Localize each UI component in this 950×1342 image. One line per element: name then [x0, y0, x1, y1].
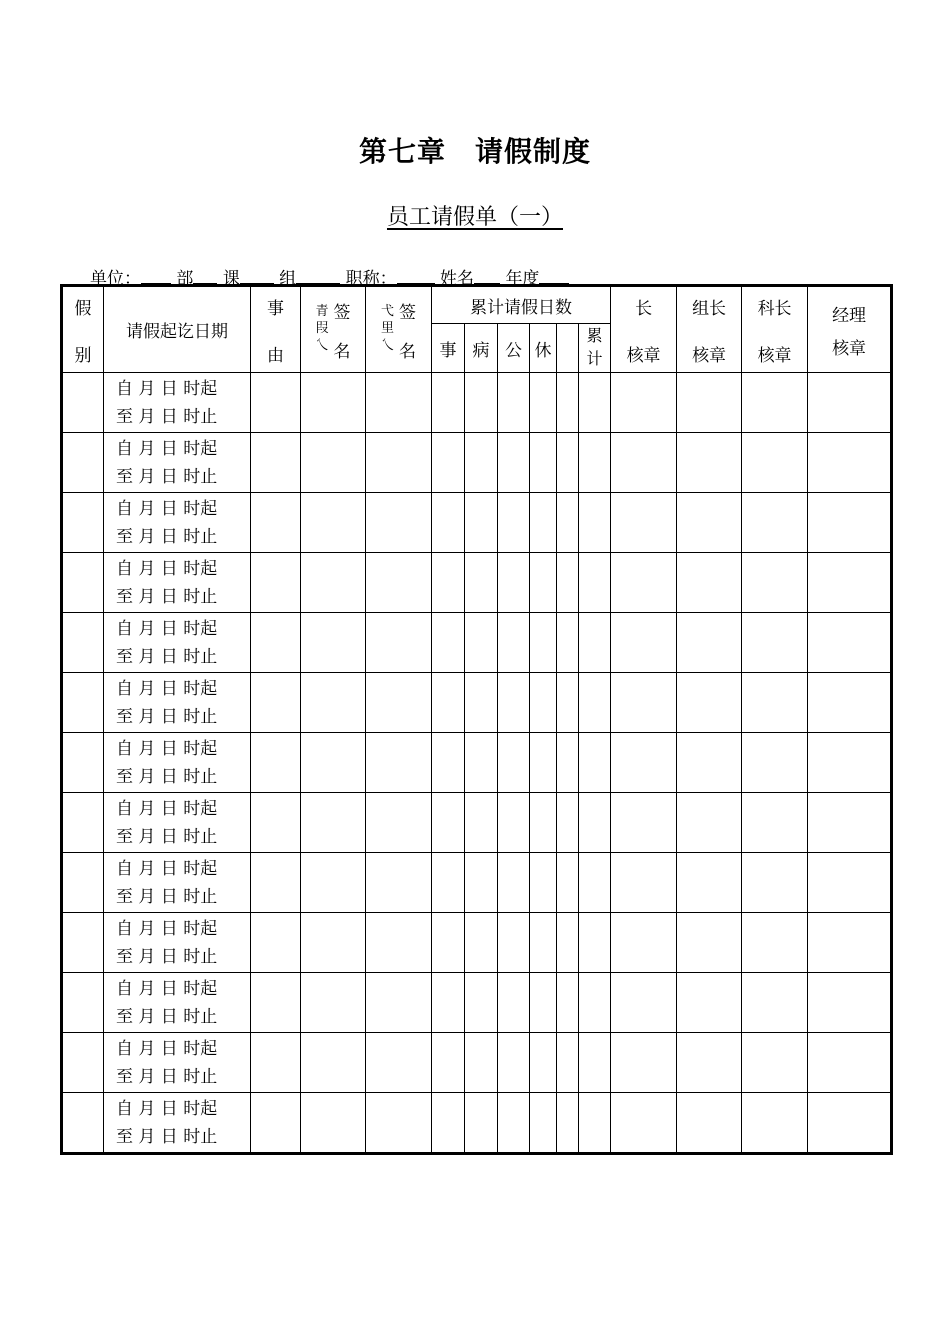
form-cell[interactable] — [62, 1033, 104, 1093]
dept-blank[interactable] — [193, 269, 217, 284]
form-cell[interactable] — [742, 733, 808, 793]
header-leave-type — [62, 286, 104, 373]
form-cell[interactable] — [557, 1093, 579, 1154]
period-to-line: 至 月 日 时止 — [116, 946, 218, 967]
form-cell[interactable] — [557, 913, 579, 973]
form-cell[interactable] — [432, 973, 465, 1033]
form-cell[interactable] — [465, 373, 498, 433]
form-cell[interactable] — [677, 613, 742, 673]
form-cell[interactable] — [432, 553, 465, 613]
form-cell[interactable] — [808, 913, 892, 973]
form-cell[interactable] — [579, 373, 611, 433]
header-group-leader-top: 组长 — [692, 298, 727, 319]
form-cell[interactable] — [301, 493, 366, 553]
form-cell[interactable] — [557, 973, 579, 1033]
form-cell[interactable] — [251, 1093, 301, 1154]
header-section-chief-top: 科长 — [757, 298, 792, 319]
header-applicant-sign — [301, 286, 366, 373]
leave-period-cell — [104, 613, 251, 673]
form-cell[interactable] — [498, 913, 530, 973]
form-cell[interactable] — [530, 733, 557, 793]
form-cell[interactable] — [465, 673, 498, 733]
header-leave-type-bottom: 别 — [74, 345, 92, 366]
form-cell[interactable] — [366, 793, 432, 853]
form-cell[interactable] — [62, 373, 104, 433]
form-body — [62, 373, 892, 1154]
form-cell[interactable] — [251, 493, 301, 553]
form-cell[interactable] — [366, 1033, 432, 1093]
form-cell[interactable] — [677, 913, 742, 973]
period-to-line: 至 月 日 时止 — [116, 526, 218, 547]
form-cell[interactable] — [611, 733, 677, 793]
form-cell[interactable] — [366, 493, 432, 553]
form-cell[interactable] — [579, 733, 611, 793]
form-cell[interactable] — [366, 433, 432, 493]
form-cell[interactable] — [465, 853, 498, 913]
period-from-line: 自 月 日 时起 — [116, 738, 218, 759]
form-cell[interactable] — [808, 793, 892, 853]
form-cell[interactable] — [611, 973, 677, 1033]
header-reason — [251, 286, 301, 373]
table-row — [62, 433, 892, 493]
period-from-line: 自 月 日 时起 — [116, 498, 218, 519]
form-cell[interactable] — [530, 373, 557, 433]
form-cell[interactable] — [579, 553, 611, 613]
form-cell[interactable] — [742, 913, 808, 973]
form-cell[interactable] — [742, 493, 808, 553]
form-cell[interactable] — [530, 673, 557, 733]
header-official: 公 — [498, 324, 530, 373]
form-cell[interactable] — [530, 793, 557, 853]
header-cumulative-days: 累计请假日数 — [432, 286, 611, 324]
form-cell[interactable] — [62, 1093, 104, 1154]
form-cell[interactable] — [579, 853, 611, 913]
form-cell[interactable] — [498, 373, 530, 433]
form-cell[interactable] — [677, 973, 742, 1033]
table-row — [62, 1033, 892, 1093]
form-cell[interactable] — [432, 673, 465, 733]
form-cell[interactable] — [611, 793, 677, 853]
form-cell[interactable] — [579, 913, 611, 973]
header-period: 请假起讫日期 — [104, 286, 251, 373]
form-cell[interactable] — [677, 793, 742, 853]
form-cell[interactable] — [557, 373, 579, 433]
form-cell[interactable] — [742, 1033, 808, 1093]
form-cell[interactable] — [677, 1093, 742, 1154]
leave-period-cell — [104, 973, 251, 1033]
form-cell[interactable] — [557, 733, 579, 793]
period-from-line: 自 月 日 时起 — [116, 1038, 218, 1059]
form-cell[interactable] — [366, 673, 432, 733]
form-cell[interactable] — [366, 913, 432, 973]
dept-label: 部 — [176, 269, 194, 289]
form-cell[interactable] — [808, 1093, 892, 1154]
form-cell[interactable] — [251, 613, 301, 673]
agent-sign-bottom: 名 — [399, 341, 416, 362]
form-cell[interactable] — [301, 553, 366, 613]
form-cell[interactable] — [742, 973, 808, 1033]
form-cell[interactable] — [742, 793, 808, 853]
chapter-title: 第七章 请假制度 — [358, 135, 591, 168]
form-cell[interactable] — [498, 793, 530, 853]
period-to-line: 至 月 日 时止 — [116, 466, 218, 487]
leave-period-cell — [104, 733, 251, 793]
header-manager-top: 经理 — [832, 305, 867, 326]
group-label: 组 — [279, 269, 297, 289]
applicant-clip-2: 叚 — [315, 321, 329, 337]
form-cell[interactable] — [465, 553, 498, 613]
form-cell[interactable] — [301, 673, 366, 733]
form-cell[interactable] — [498, 973, 530, 1033]
form-cell[interactable] — [432, 613, 465, 673]
table-row — [62, 493, 892, 553]
leave-period-cell — [104, 553, 251, 613]
title-label: 职称： — [345, 269, 397, 289]
form-cell[interactable] — [301, 853, 366, 913]
form-cell[interactable] — [557, 1033, 579, 1093]
form-cell[interactable] — [498, 853, 530, 913]
header-manager — [808, 286, 892, 373]
leave-form-table — [60, 284, 893, 1155]
leave-period-cell — [104, 373, 251, 433]
table-row — [62, 913, 892, 973]
leave-period-cell — [104, 673, 251, 733]
form-cell[interactable] — [677, 673, 742, 733]
form-cell[interactable] — [557, 853, 579, 913]
form-cell[interactable] — [498, 1093, 530, 1154]
form-cell[interactable] — [530, 1033, 557, 1093]
form-cell[interactable] — [530, 913, 557, 973]
agent-clip-3: 乀 — [381, 337, 395, 353]
form-cell[interactable] — [62, 613, 104, 673]
form-cell[interactable] — [251, 853, 301, 913]
form-cell[interactable] — [611, 373, 677, 433]
form-cell[interactable] — [432, 793, 465, 853]
period-to-line: 至 月 日 时止 — [116, 706, 218, 727]
form-cell[interactable] — [301, 973, 366, 1033]
form-cell[interactable] — [432, 733, 465, 793]
form-cell[interactable] — [611, 1093, 677, 1154]
form-cell[interactable] — [742, 673, 808, 733]
period-from-line: 自 月 日 时起 — [116, 798, 218, 819]
form-cell[interactable] — [62, 553, 104, 613]
form-cell[interactable] — [557, 493, 579, 553]
form-cell[interactable] — [251, 373, 301, 433]
applicant-sign-top: 签 — [333, 302, 351, 323]
form-cell[interactable] — [557, 613, 579, 673]
form-cell[interactable] — [498, 673, 530, 733]
unit-blank[interactable] — [141, 269, 171, 284]
form-cell[interactable] — [579, 973, 611, 1033]
form-cell[interactable] — [677, 493, 742, 553]
header-agent-sign — [366, 286, 432, 373]
period-to-line: 至 月 日 时止 — [116, 886, 218, 907]
period-to-line: 至 月 日 时止 — [116, 406, 218, 427]
form-cell[interactable] — [742, 613, 808, 673]
form-cell[interactable] — [579, 433, 611, 493]
form-cell[interactable] — [432, 853, 465, 913]
form-cell[interactable] — [557, 673, 579, 733]
form-cell[interactable] — [808, 553, 892, 613]
leave-form-frame — [60, 284, 893, 1155]
header-section-chief-bottom: 核章 — [757, 345, 792, 366]
period-from-line: 自 月 日 时起 — [116, 558, 218, 579]
header-row-top — [62, 286, 892, 324]
header-total-top: 累 — [586, 326, 603, 345]
leave-period-cell — [104, 1093, 251, 1154]
period-from-line: 自 月 日 时起 — [116, 858, 218, 879]
leave-period-cell — [104, 793, 251, 853]
form-cell[interactable] — [677, 1033, 742, 1093]
title-blank[interactable] — [397, 269, 435, 284]
form-cell[interactable] — [432, 433, 465, 493]
form-cell[interactable] — [366, 973, 432, 1033]
header-chief-top: 长 — [635, 298, 653, 319]
form-cell[interactable] — [557, 793, 579, 853]
form-cell[interactable] — [251, 973, 301, 1033]
applicant-clip-3: 乀 — [315, 337, 329, 353]
form-cell[interactable] — [498, 613, 530, 673]
form-cell[interactable] — [808, 1033, 892, 1093]
form-cell[interactable] — [301, 1093, 366, 1154]
leave-period-cell — [104, 493, 251, 553]
form-cell[interactable] — [301, 793, 366, 853]
form-cell[interactable] — [742, 373, 808, 433]
table-row — [62, 973, 892, 1033]
period-to-line: 至 月 日 时止 — [116, 1126, 218, 1147]
form-cell[interactable] — [677, 433, 742, 493]
year-blank[interactable] — [539, 269, 569, 284]
table-row — [62, 553, 892, 613]
form-cell[interactable] — [465, 1033, 498, 1093]
period-to-line: 至 月 日 时止 — [116, 586, 218, 607]
form-cell[interactable] — [677, 373, 742, 433]
year-label: 年度 — [505, 269, 540, 289]
period-from-line: 自 月 日 时起 — [116, 918, 218, 939]
form-cell[interactable] — [677, 853, 742, 913]
agent-sign-top: 签 — [399, 302, 416, 323]
period-from-line: 自 月 日 时起 — [116, 678, 218, 699]
form-cell[interactable] — [251, 733, 301, 793]
header-sick: 病 — [465, 324, 498, 373]
name-blank[interactable] — [474, 269, 500, 284]
form-cell[interactable] — [611, 613, 677, 673]
applicant-sign-bottom: 名 — [333, 341, 351, 362]
leave-period-cell — [104, 1033, 251, 1093]
period-from-line: 自 月 日 时起 — [116, 978, 218, 999]
form-cell[interactable] — [301, 913, 366, 973]
section-label: 课 — [222, 269, 240, 289]
form-cell[interactable] — [366, 613, 432, 673]
form-cell[interactable] — [432, 1093, 465, 1154]
form-cell[interactable] — [251, 793, 301, 853]
form-cell[interactable] — [62, 493, 104, 553]
period-from-line: 自 月 日 时起 — [116, 1098, 218, 1119]
form-cell[interactable] — [301, 433, 366, 493]
form-cell[interactable] — [677, 553, 742, 613]
form-cell[interactable] — [251, 673, 301, 733]
form-cell[interactable] — [611, 553, 677, 613]
leave-period-cell — [104, 853, 251, 913]
form-cell[interactable] — [530, 853, 557, 913]
form-cell[interactable] — [579, 673, 611, 733]
table-row — [62, 673, 892, 733]
form-cell[interactable] — [530, 613, 557, 673]
table-row — [62, 613, 892, 673]
form-cell[interactable] — [251, 553, 301, 613]
form-cell[interactable] — [251, 913, 301, 973]
form-cell[interactable] — [465, 493, 498, 553]
form-cell[interactable] — [465, 433, 498, 493]
header-chief — [611, 286, 677, 373]
header-blank-sub — [557, 324, 579, 373]
form-cell[interactable] — [432, 493, 465, 553]
form-cell[interactable] — [301, 373, 366, 433]
form-cell[interactable] — [498, 733, 530, 793]
form-cell[interactable] — [808, 853, 892, 913]
form-cell[interactable] — [530, 493, 557, 553]
section-blank[interactable] — [240, 269, 274, 284]
period-from-line: 自 月 日 时起 — [116, 618, 218, 639]
form-cell[interactable] — [498, 433, 530, 493]
form-cell[interactable] — [579, 793, 611, 853]
form-cell[interactable] — [530, 973, 557, 1033]
form-cell[interactable] — [611, 493, 677, 553]
form-cell[interactable] — [808, 433, 892, 493]
form-cell[interactable] — [301, 733, 366, 793]
period-to-line: 至 月 日 时止 — [116, 1006, 218, 1027]
form-cell[interactable] — [611, 913, 677, 973]
form-cell[interactable] — [62, 433, 104, 493]
form-cell[interactable] — [530, 553, 557, 613]
agent-clip-1: 弋 — [381, 304, 395, 320]
form-cell[interactable] — [742, 853, 808, 913]
form-cell[interactable] — [611, 1033, 677, 1093]
form-title-text: 员工请假单（一） — [386, 205, 563, 230]
form-cell[interactable] — [62, 913, 104, 973]
header-group-leader-bottom: 核章 — [692, 345, 727, 366]
form-cell[interactable] — [366, 553, 432, 613]
table-row — [62, 793, 892, 853]
header-reason-bottom: 由 — [267, 345, 284, 366]
table-row — [62, 853, 892, 913]
form-cell[interactable] — [742, 433, 808, 493]
form-cell[interactable] — [498, 553, 530, 613]
form-cell[interactable] — [366, 373, 432, 433]
header-section-chief — [742, 286, 808, 373]
form-cell[interactable] — [530, 433, 557, 493]
table-row — [62, 373, 892, 433]
form-cell[interactable] — [498, 493, 530, 553]
header-total-bottom: 计 — [586, 349, 603, 369]
form-cell[interactable] — [808, 673, 892, 733]
form-cell[interactable] — [301, 613, 366, 673]
header-leave-type-top: 假 — [74, 298, 92, 319]
unit-label: 单位： — [90, 269, 141, 289]
form-cell[interactable] — [62, 853, 104, 913]
form-cell[interactable] — [579, 493, 611, 553]
form-cell[interactable] — [432, 373, 465, 433]
form-cell[interactable] — [808, 373, 892, 433]
period-to-line: 至 月 日 时止 — [116, 766, 218, 787]
form-cell[interactable] — [251, 1033, 301, 1093]
form-cell[interactable] — [677, 733, 742, 793]
form-cell[interactable] — [579, 1033, 611, 1093]
applicant-clip-1: 青 — [315, 304, 329, 320]
form-cell[interactable] — [742, 1093, 808, 1154]
form-cell[interactable] — [301, 1033, 366, 1093]
form-cell[interactable] — [808, 493, 892, 553]
form-cell[interactable] — [808, 973, 892, 1033]
period-from-line: 自 月 日 时起 — [116, 378, 218, 399]
form-cell[interactable] — [611, 433, 677, 493]
header-total — [579, 324, 611, 373]
form-cell[interactable] — [611, 853, 677, 913]
form-cell[interactable] — [808, 733, 892, 793]
period-to-line: 至 月 日 时止 — [116, 646, 218, 667]
form-cell[interactable] — [579, 1093, 611, 1154]
form-cell[interactable] — [557, 433, 579, 493]
form-cell[interactable] — [579, 613, 611, 673]
header-personal: 事 — [432, 324, 465, 373]
name-label: 姓名 — [440, 269, 475, 289]
form-title — [0, 200, 950, 231]
form-cell[interactable] — [465, 793, 498, 853]
period-to-line: 至 月 日 时止 — [116, 1066, 218, 1087]
form-cell[interactable] — [62, 973, 104, 1033]
form-cell[interactable] — [465, 913, 498, 973]
header-group-leader — [677, 286, 742, 373]
form-cell[interactable] — [366, 853, 432, 913]
header-rest: 休 — [530, 324, 557, 373]
period-to-line: 至 月 日 时止 — [116, 826, 218, 847]
form-cell[interactable] — [611, 673, 677, 733]
form-cell[interactable] — [251, 433, 301, 493]
group-blank[interactable] — [296, 269, 340, 284]
form-cell[interactable] — [366, 1093, 432, 1154]
form-cell[interactable] — [432, 1033, 465, 1093]
form-cell[interactable] — [62, 793, 104, 853]
leave-period-cell — [104, 913, 251, 973]
table-row — [62, 733, 892, 793]
period-from-line: 自 月 日 时起 — [116, 438, 218, 459]
header-manager-bottom: 核章 — [832, 338, 867, 359]
form-cell[interactable] — [498, 1033, 530, 1093]
form-cell[interactable] — [465, 733, 498, 793]
form-cell[interactable] — [557, 553, 579, 613]
agent-clip-2: 里 — [381, 321, 395, 337]
form-cell[interactable] — [465, 613, 498, 673]
table-row — [62, 1093, 892, 1154]
header-reason-top: 事 — [267, 298, 284, 319]
form-cell[interactable] — [465, 973, 498, 1033]
form-cell[interactable] — [366, 733, 432, 793]
form-cell[interactable] — [742, 553, 808, 613]
form-cell[interactable] — [62, 733, 104, 793]
form-cell[interactable] — [62, 673, 104, 733]
header-chief-bottom: 核章 — [626, 345, 661, 366]
form-cell[interactable] — [432, 913, 465, 973]
form-cell[interactable] — [808, 613, 892, 673]
form-cell[interactable] — [530, 1093, 557, 1154]
form-cell[interactable] — [465, 1093, 498, 1154]
leave-period-cell — [104, 433, 251, 493]
